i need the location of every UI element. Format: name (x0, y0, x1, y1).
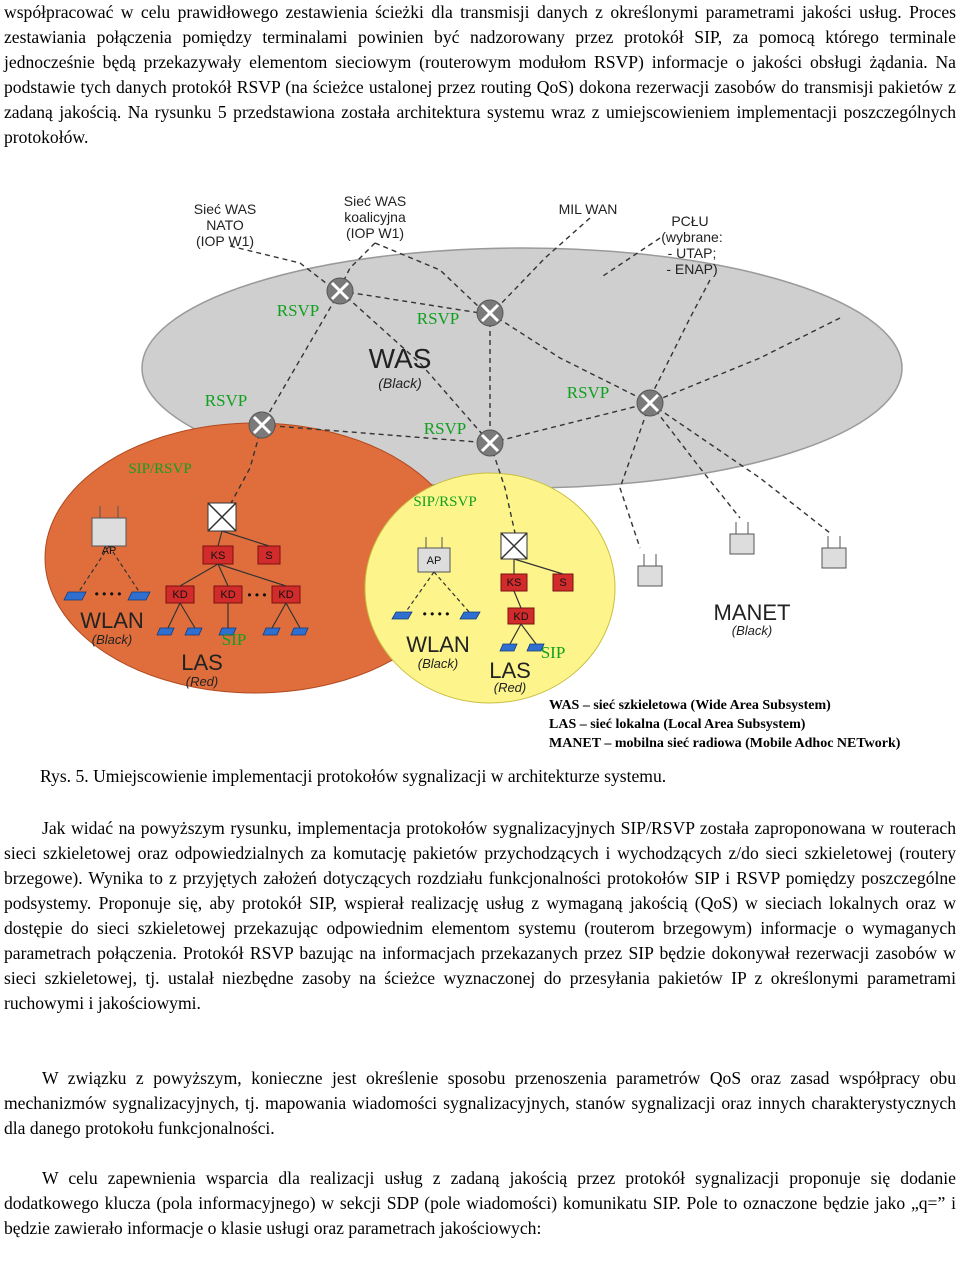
svg-text:- UTAP;: - UTAP; (667, 245, 717, 261)
svg-text:S: S (559, 577, 567, 589)
sip-label: SIP (540, 643, 566, 662)
was-nato-label: Sieć WAS (193, 201, 257, 217)
was-coalition-label: Sieć WAS (343, 193, 407, 209)
svg-text:NATO: NATO (206, 217, 244, 233)
svg-text:KD: KD (513, 611, 529, 623)
svg-text:• • •: • • • (247, 588, 267, 602)
pclu-label: PCŁU (671, 213, 709, 229)
body-paragraph: Jak widać na powyższym rysunku, implementacja protokołów sygnalizacyjnych SIP/RSVP została zaproponowana w routerach sieci szkieletowej oraz odpowiedzialnych za komutację pakietów przychodzących i wychodzących z/do sieci szkieletowej (routery brzegowe). Wynika to z przyjętych założeń dotyczących rozdziału funkcjonalności protokołów SIP i RSVP pomiędzy poszczególne podsystemy. Proponuje się, aby protokół SIP, wspierał realizację usług z wymaganą jakością (QoS) w sieciach lokalnych oraz w dostępie do sieci szkieletowej przekazując odpowiednim elementom systemu (routerom brzegowym) informacje o wymaganych parametrach połączenia. Protokół RSVP bazując na informacjach przekazanych przez SIP będzie dokonywał rezerwacji zasobów w sieci szkieletowej, tj. ustalał niezbędne zasoby na ścieżce wyznaczonej do przesyłania pakietów IP z określonymi parametrami ruchowymi i jakościowymi. (4, 818, 956, 1013)
svg-text:koalicyjna: koalicyjna (344, 209, 406, 225)
svg-text:AP: AP (101, 545, 117, 557)
sip-label: SIP (221, 630, 247, 649)
mil-wan-label: MIL WAN (558, 201, 618, 217)
figure-caption: Rys. 5. Umiejscowienie implementacji protokołów sygnalizacji w architekturze systemu. (40, 766, 667, 786)
svg-text:KD: KD (172, 589, 188, 601)
manet-network (638, 522, 846, 586)
svg-text:(IOP W1): (IOP W1) (195, 233, 255, 249)
was-title: WAS (368, 343, 432, 374)
legend-item: WAS – sieć szkieletowa (Wide Area Subsystem) (549, 698, 831, 713)
body-paragraph: W związku z powyższym, konieczne jest określenie sposobu przenoszenia parametrów QoS oraz zasad współpracy obu mechanizmów sygnalizacyjnych, tj. mapowania wiadomości sygnalizacyjnych, stanów sygnalizacji oraz innych charakterystycznych dla danego protokołu funkcjonalności. (4, 1068, 956, 1138)
svg-text:KS: KS (506, 577, 522, 589)
svg-text:(IOP W1): (IOP W1) (345, 225, 405, 241)
svg-text:• • • •: • • • • (422, 607, 450, 621)
svg-text:• • • •: • • • • (94, 587, 122, 601)
sip-rsvp-label: SIP/RSVP (128, 461, 192, 477)
rsvp-label: RSVP (204, 391, 248, 410)
svg-text:(Black): (Black) (378, 375, 422, 391)
body-paragraph: W celu zapewnienia wsparcia dla realizacji usług z zadaną jakością przez protokół sygnalizacji proponuje się dodanie dodatkowego klucza (pola informacyjnego) w sekcji SDP (pole wiadomości) komunikatu SIP. Pole to oznaczone będzie jako „q=” i będzie zawierało informacje o klasie usługi oraz parametrach jakościowych: (4, 1168, 956, 1238)
architecture-figure (0, 188, 960, 758)
svg-text:(Black): (Black) (731, 623, 773, 638)
svg-text:(Red): (Red) (185, 674, 219, 689)
las-title-right: LAS (489, 658, 531, 683)
figure-legend (549, 696, 900, 753)
legend-item: MANET – mobilna sieć radiowa (Mobile Adhoc NETwork) (549, 736, 901, 751)
svg-text:- ENAP): - ENAP) (666, 261, 718, 277)
manet-title: MANET (713, 600, 791, 625)
svg-text:KD: KD (278, 589, 294, 601)
svg-text:(Black): (Black) (417, 656, 459, 671)
intro-paragraph: współpracować w celu prawidłowego zestawienia ścieżki dla transmisji danych z określonymi parametrami jakości usług. Proces zestawiania połączenia pomiędzy terminalami powinien być nadzorowany przez protokół SIP, za pomocą którego terminale jednocześnie będą przekazywały elementom sieciowym (routerowym modułom RSVP) informacje o jakości obsługi żądania. Na podstawie tych danych protokół RSVP (na ścieżce ustalonej przez routing QoS) dokona rezerwacji zasobów do transmisji pakietów z zadaną jakością. Na rysunku 5 przedstawiona została architektura systemu wraz z umiejscowieniem implementacji poszczególnych protokołów. (4, 2, 956, 147)
sip-rsvp-label: SIP/RSVP (413, 494, 477, 510)
svg-text:AP: AP (426, 555, 442, 567)
las-title: LAS (181, 650, 223, 675)
rsvp-label: RSVP (416, 309, 460, 328)
svg-text:KD: KD (220, 589, 236, 601)
legend-item: LAS – sieć lokalna (Local Area Subsystem) (549, 717, 806, 732)
svg-text:(Red): (Red) (493, 680, 527, 695)
svg-text:(Black): (Black) (91, 632, 133, 647)
wlan-title: WLAN (80, 608, 144, 633)
svg-text:KS: KS (210, 550, 226, 562)
svg-text:S: S (265, 550, 273, 562)
svg-text:(wybrane:: (wybrane: (661, 229, 723, 245)
rsvp-label: RSVP (423, 419, 467, 438)
wlan-title-right: WLAN (406, 632, 470, 657)
rsvp-label: RSVP (276, 301, 320, 320)
rsvp-label: RSVP (566, 383, 610, 402)
